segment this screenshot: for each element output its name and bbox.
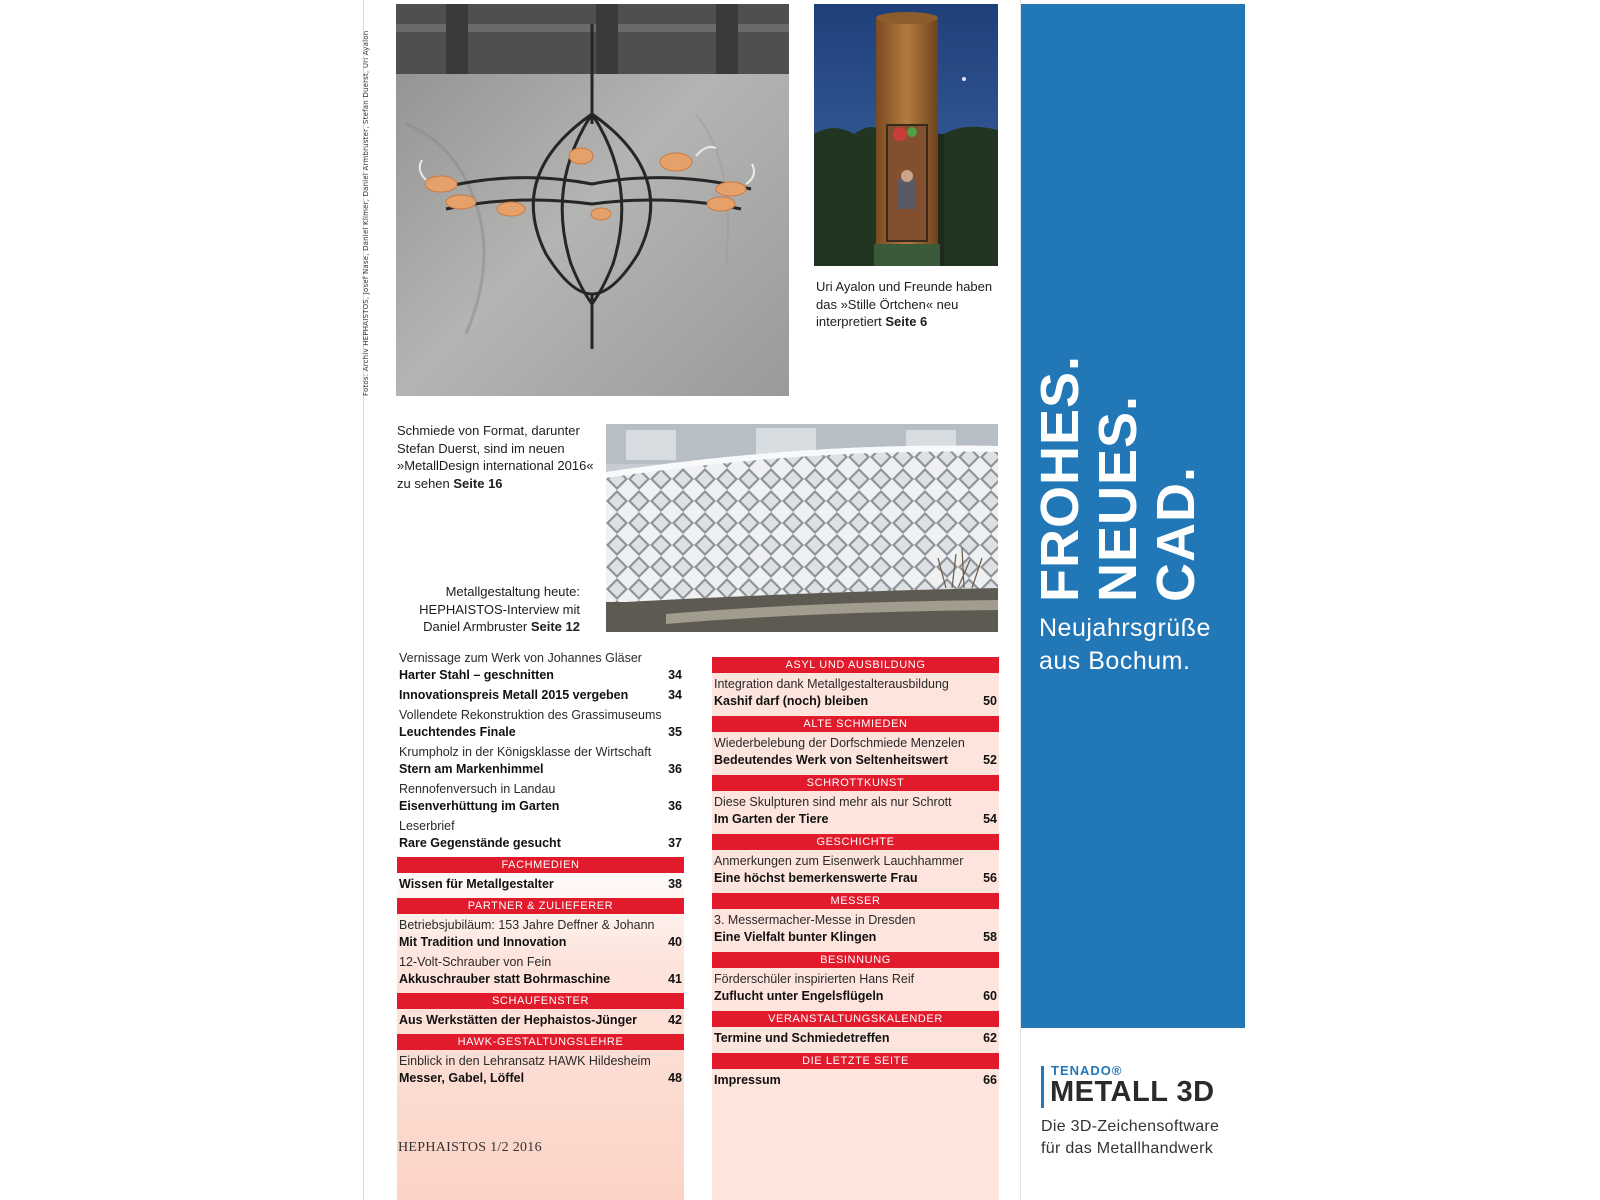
toc-entry-title: Eisenverhüttung im Garten [399,799,560,813]
toc-section-letzte-seite [712,1053,999,1089]
tenado-advertisement[interactable] [1021,4,1245,1028]
toc-entry-title: Im Garten der Tiere [714,812,829,826]
section-heading: VERANSTALTUNGSKALENDER [712,1011,999,1027]
tower-caption-text: Uri Ayalon und Freunde haben das »Stille Örtchen« neu interpretiert [816,279,993,329]
toc-entry-page: 35 [668,725,682,739]
toc-section-veranstaltungskalender [712,1011,999,1047]
toc-entry-title: Eine höchst bemerkenswerte Frau [714,871,918,885]
section-heading: DIE LETZTE SEITE [712,1053,999,1069]
format-caption [397,422,597,492]
toc-entry[interactable] [712,735,999,769]
interview-caption [380,583,580,636]
toc-section-schrottkunst [712,775,999,828]
toc-entry-title: Harter Stahl – geschnitten [399,668,554,682]
toc-entry[interactable] [712,971,999,1005]
logo-brand-big: METALL 3D [1050,1076,1215,1108]
toc-entry-page: 41 [668,972,682,986]
toc-section-messer [712,893,999,946]
section-heading: SCHROTTKUNST [712,775,999,791]
toc-entry-title: Zuflucht unter Engelsflügeln [714,989,884,1003]
ad-headline [1031,322,1205,602]
toc-entry[interactable] [712,853,999,887]
toc-entry[interactable] [712,1072,999,1089]
toc-left-column [397,650,684,1091]
toc-right-column [712,657,999,1095]
toc-entry[interactable] [397,707,684,741]
toc-entry[interactable] [397,954,684,988]
toc-entry-title: Stern am Markenhimmel [399,762,544,776]
section-heading: GESCHICHTE [712,834,999,850]
lattice-fence-photo [606,424,998,632]
toc-entry-kicker: Integration dank Metallgestalterausbildung [714,677,949,691]
outhouse-tower-photo [814,4,998,266]
ad-tagline-line: für das Metallhandwerk [1041,1140,1214,1157]
toc-entry-page: 37 [668,836,682,850]
toc-entry-kicker: Wiederbelebung der Dorfschmiede Menzelen [714,736,965,750]
toc-entry[interactable] [397,687,684,704]
toc-entry-kicker: Leserbrief [399,819,455,833]
toc-entry-kicker: 12-Volt-Schrauber von Fein [399,955,552,969]
toc-entry-page: 56 [983,871,997,885]
toc-entry-title: Termine und Schmiedetreffen [714,1031,890,1045]
chandelier-photo [396,4,789,396]
ad-subline [1039,612,1211,678]
toc-entry-page: 34 [668,668,682,682]
toc-entry[interactable] [397,650,684,684]
toc-entry[interactable] [397,1012,684,1029]
ad-subline-line: Neujahrsgrüße [1039,614,1211,642]
logo-brand-small: TENADO® [1051,1063,1123,1078]
toc-entry-page: 60 [983,989,997,1003]
interview-caption-text: Metallgestaltung heute: HEPHAISTOS-Interview mit Daniel Armbruster [419,584,580,634]
toc-entry-kicker: Anmerkungen zum Eisenwerk Lauchhammer [714,854,964,868]
toc-entry-page: 48 [668,1071,682,1085]
toc-entry-page: 36 [668,762,682,776]
toc-entry-kicker: Rennofenversuch in Landau [399,782,556,796]
ad-tagline-line: Die 3D-Zeichensoftware [1041,1118,1220,1135]
toc-entry[interactable] [397,1053,684,1087]
ad-headline-line: CAD. [1146,466,1206,602]
toc-section-asyl [712,657,999,710]
toc-entry-title: Mit Tradition und Innovation [399,935,567,949]
toc-section-geschichte [712,834,999,887]
ad-tagline [1041,1116,1219,1160]
tower-caption-page: Seite 6 [885,314,928,329]
toc-entry-page: 34 [668,688,682,702]
toc-entry-page: 38 [668,877,682,891]
toc-entry-title: Rare Gegenstände gesucht [399,836,561,850]
section-heading: PARTNER & ZULIEFERER [397,898,684,914]
toc-entry[interactable] [712,676,999,710]
toc-entry[interactable] [712,912,999,946]
tenado-logo [1041,1063,1241,1109]
section-heading: HAWK-GESTALTUNGSLEHRE [397,1034,684,1050]
toc-section-besinnung [712,952,999,1005]
toc-entry-title: Aus Werkstätten der Hephaistos-Jünger [399,1013,638,1027]
toc-entry-kicker: Vernissage zum Werk von Johannes Gläser [399,651,642,665]
ad-subline-line: aus Bochum. [1039,647,1191,675]
toc-entry[interactable] [397,818,684,852]
toc-entry-kicker: Krumpholz in der Königsklasse der Wirtschaft [399,745,652,759]
toc-entry-page: 50 [983,694,997,708]
toc-entry-page: 36 [668,799,682,813]
section-heading: MESSER [712,893,999,909]
toc-entry-title: Messer, Gabel, Löffel [399,1071,525,1085]
toc-section-schaufenster [397,993,684,1029]
toc-entry-kicker: Einblick in den Lehransatz HAWK Hildesheim [399,1054,651,1068]
toc-entry-kicker: Vollendete Rekonstruktion des Grassimuseums [399,708,662,722]
logo-bar [1041,1066,1044,1108]
toc-entry-title: Innovationspreis Metall 2015 vergeben [399,688,629,702]
toc-entry-title: Kashif darf (noch) bleiben [714,694,869,708]
section-heading: ASYL UND AUSBILDUNG [712,657,999,673]
toc-entry[interactable] [712,1030,999,1047]
toc-section-fachmedien [397,857,684,893]
ad-headline-line: NEUES. [1088,394,1148,602]
toc-section-partner [397,898,684,988]
tower-caption [816,278,1006,331]
format-caption-page: Seite 16 [453,475,503,491]
toc-entry-page: 40 [668,935,682,949]
toc-entry-title: Wissen für Metallgestalter [399,877,554,891]
toc-entry-title: Bedeutendes Werk von Seltenheitswert [714,753,948,767]
toc-entry-kicker: Diese Skulpturen sind mehr als nur Schrott [714,795,952,809]
toc-entry-page: 52 [983,753,997,767]
toc-entry-page: 58 [983,930,997,944]
toc-entry[interactable] [397,744,684,778]
toc-entry[interactable] [712,794,999,828]
toc-entry-title: Impressum [714,1073,781,1087]
toc-entry-title: Eine Vielfalt bunter Klingen [714,930,877,944]
format-caption-text: Schmiede von Format, darunter Stefan Duerst, sind im neuen »MetallDesign international 2016« zu sehen [397,423,594,491]
section-heading: SCHAUFENSTER [397,993,684,1009]
ad-headline-line: FROHES. [1030,354,1090,602]
toc-entry-kicker: Förderschüler inspirierten Hans Reif [714,972,915,986]
toc-entry-page: 54 [983,812,997,826]
interview-caption-page: Seite 12 [530,619,580,634]
section-heading: ALTE SCHMIEDEN [712,716,999,732]
toc-entry-page: 42 [668,1013,682,1027]
toc-entry-kicker: 3. Messermacher-Messe in Dresden [714,913,916,927]
toc-entry-page: 66 [983,1073,997,1087]
section-heading: BESINNUNG [712,952,999,968]
issue-number: HEPHAISTOS 1/2 2016 [398,1140,542,1155]
toc-entry-title: Leuchtendes Finale [399,725,516,739]
toc-entry[interactable] [397,876,684,893]
toc-entry-page: 62 [983,1031,997,1045]
toc-section-hawk [397,1034,684,1087]
toc-entry-title: Akkuschrauber statt Bohrmaschine [399,972,611,986]
toc-section-alte-schmieden [712,716,999,769]
toc-entry[interactable] [397,781,684,815]
photo-credit: Fotos: Archiv HEPHAISTOS, Josef Nase, Daniel Klimer, Daniel Armbruster, Stefan Duerst, Uri Ayalon [362,30,370,396]
toc-entry-kicker: Betriebsjubiläum: 153 Jahre Deffner & Johann [399,918,655,932]
section-heading: FACHMEDIEN [397,857,684,873]
toc-entry[interactable] [397,917,684,951]
